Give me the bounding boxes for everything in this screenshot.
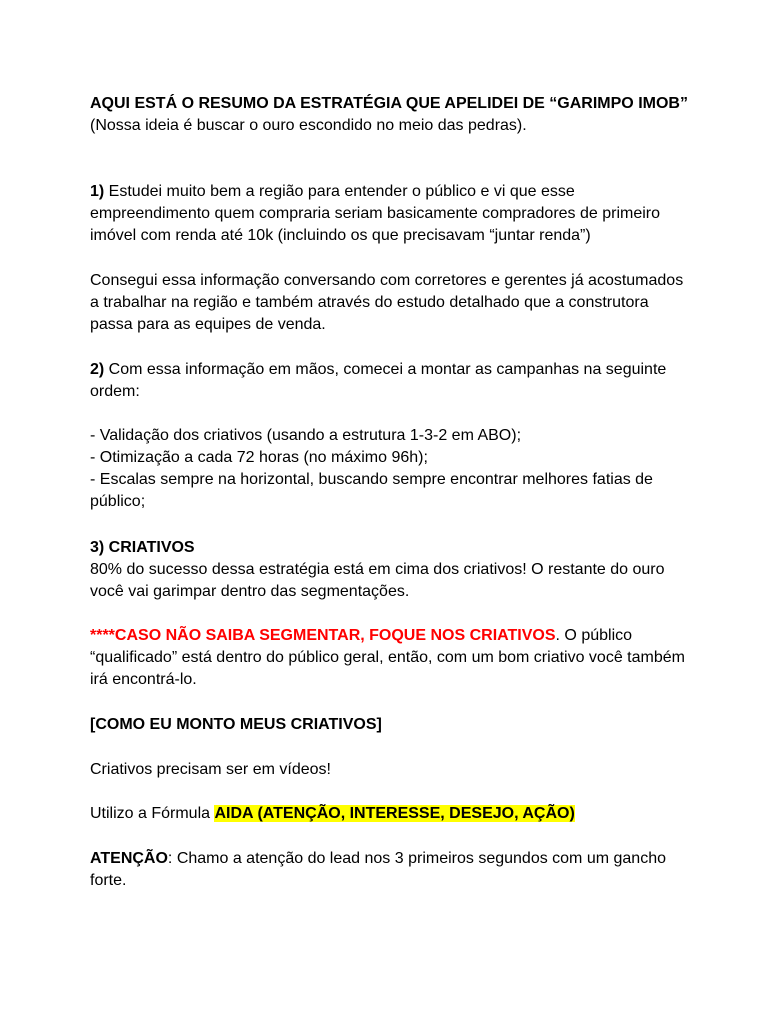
intro-title: AQUI ESTÁ O RESUMO DA ESTRATÉGIA QUE APELIDEI DE “GARIMPO IMOB” (90, 95, 688, 112)
step-2-number: 2) (90, 361, 105, 378)
videos-text: Criativos precisam ser em vídeos! (90, 761, 331, 778)
atencao-label: ATENÇÃO (90, 850, 168, 867)
step-3-text: 80% do sucesso dessa estratégia está em cima dos criativos! O restante do ouro você vai garimpar dentro das segmentações. (90, 561, 665, 600)
intro-subtitle: (Nossa ideia é buscar o ouro escondido no meio das pedras). (90, 117, 527, 134)
warning-callout: ****CASO NÃO SAIBA SEGMENTAR, FOQUE NOS CRIATIVOS (90, 627, 556, 644)
creatives-heading-text: [COMO EU MONTO MEUS CRIATIVOS] (90, 716, 382, 733)
step-3-heading: 3) CRIATIVOS (90, 539, 195, 556)
step-1-number: 1) (90, 183, 105, 200)
campaign-steps-list (90, 425, 690, 513)
formula-paragraph (90, 803, 690, 825)
list-item: - Validação dos criativos (usando a estrutura 1-3-2 em ABO); (90, 427, 522, 444)
warning-paragraph (90, 625, 690, 691)
step-2-paragraph (90, 359, 690, 403)
step-1-source-paragraph (90, 270, 690, 336)
warning-text: . O público “qualificado” está dentro do público geral, então, com um bom criativo você também irá encontrá-lo. (90, 627, 685, 688)
step-3-section (90, 537, 690, 603)
step-2-text: Com essa informação em mãos, comecei a montar as campanhas na seguinte ordem: (90, 361, 667, 400)
list-item: - Otimização a cada 72 horas (no máximo 96h); (90, 449, 428, 466)
list-item: - Escalas sempre na horizontal, buscando sempre encontrar melhores fatias de público; (90, 471, 653, 510)
step-1-text: Estudei muito bem a região para entender o público e vi que esse empreendimento quem compraria seriam basicamente compradores de primeiro imóvel com renda até 10k (incluindo os que precisavam “juntar renda”) (90, 183, 661, 244)
step-1-source-text: Consegui essa informação conversando com corretores e gerentes já acostumados a trabalhar na região e também através do estudo detalhado que a construtora passa para as equipes de venda. (90, 272, 684, 333)
step-1-paragraph (90, 181, 690, 247)
videos-paragraph (90, 759, 690, 781)
aida-highlight: AIDA (ATENÇÃO, INTERESSE, DESEJO, AÇÃO) (214, 805, 575, 822)
formula-prefix: Utilizo a Fórmula (90, 805, 215, 822)
atencao-text: : Chamo a atenção do lead nos 3 primeiros segundos com um gancho forte. (90, 850, 666, 889)
creatives-section-heading (90, 714, 690, 736)
intro-paragraph (90, 93, 690, 137)
atencao-paragraph (90, 848, 690, 892)
